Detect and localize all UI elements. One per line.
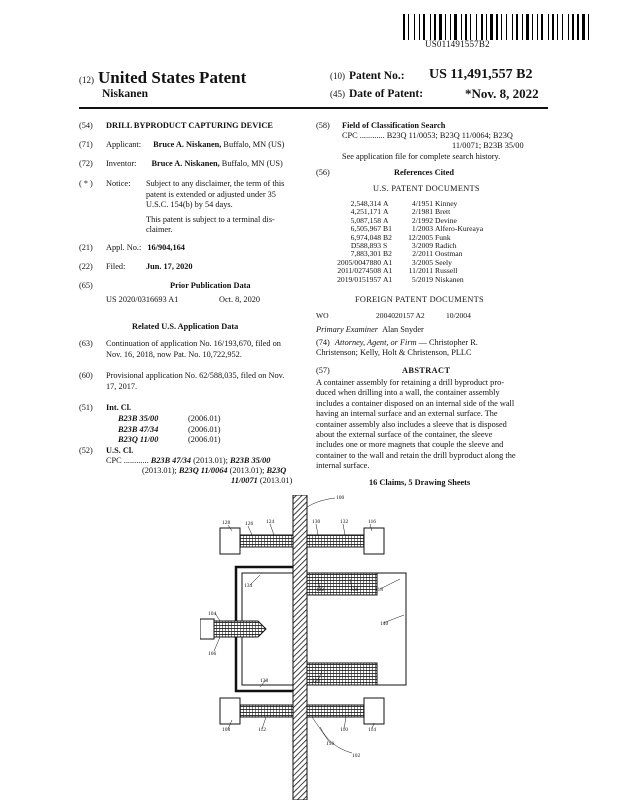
provisional-line: 17, 2017. — [106, 381, 138, 391]
barcode-bar — [468, 14, 469, 40]
abstract-heading: ABSTRACT — [402, 366, 451, 375]
cpc-code: B23Q 11/0064 — [178, 466, 228, 475]
appl-no-row — [106, 243, 185, 254]
ref-numeral: 132 — [340, 519, 349, 525]
barcode-bar — [494, 14, 495, 40]
applicant-name: Bruce A. Niskanen, — [153, 140, 222, 149]
barcode-bar — [484, 14, 485, 40]
date-of-patent-row — [330, 88, 423, 100]
invention-title: DRILL BYPRODUCT CAPTURING DEVICE — [106, 121, 273, 130]
barcode-bar — [548, 14, 549, 40]
attorney-row — [316, 338, 478, 349]
abstract-line: includes a container disposed on an internal side of the wall — [316, 398, 515, 408]
inid-52: (52) — [79, 446, 93, 455]
barcode-bar — [537, 14, 538, 40]
barcode-bar — [530, 14, 531, 40]
inid-72: (72) — [79, 159, 93, 168]
citation-kind: B2 — [383, 249, 392, 259]
citation-number: 2011/0274508 — [337, 266, 381, 276]
inid-code-10: (10) — [330, 71, 345, 81]
citation-number: D588,893 — [350, 241, 381, 251]
ref-numeral: 120 — [312, 678, 321, 684]
int-cl-row — [118, 414, 221, 425]
barcode-bar — [516, 14, 518, 40]
citation-kind: A — [383, 199, 389, 208]
continuation-text — [106, 339, 281, 360]
barcode-bar — [564, 14, 567, 40]
ref-numeral: 136 — [326, 741, 335, 747]
ref-numeral: 138 — [260, 678, 269, 684]
inid-65: (65) — [79, 281, 93, 290]
prior-pub-number: US 2020/0316693 A1 — [106, 295, 179, 304]
barcode-bar — [410, 14, 413, 40]
citation-kind: A — [383, 215, 389, 225]
barcode-bar — [478, 14, 480, 40]
citation-name: Alfero-Kureaya — [435, 224, 484, 234]
ref-numeral: 106 — [208, 651, 217, 657]
barcode-bar — [403, 14, 405, 40]
citation-name: Seely — [435, 257, 452, 267]
barcode-bar — [445, 14, 446, 40]
barcode-bar — [580, 14, 581, 40]
inid-56: (56) — [316, 168, 330, 177]
notice-line: This patent is subject to a terminal dis- — [146, 214, 275, 224]
inid-51: (51) — [79, 403, 93, 412]
citation-kind: S — [383, 241, 388, 251]
inventor-name: Bruce A. Niskanen, — [151, 159, 220, 168]
inventor-row — [106, 159, 283, 170]
barcode-bar — [522, 14, 523, 40]
abstract-line: having an internal surface and an external surface. The — [316, 409, 498, 419]
inid-code-12: (12) — [79, 75, 94, 85]
ref-numeral: 112 — [258, 727, 267, 733]
citation-name: Radich — [435, 241, 457, 251]
citation-date: 1/2003 — [411, 224, 433, 234]
barcode-bar — [421, 14, 422, 40]
barcode-bar — [519, 14, 521, 40]
citation-kind: A — [383, 207, 389, 217]
barcode-bar — [555, 14, 556, 40]
foreign-country: WO — [316, 311, 329, 320]
cpc-line-1 — [106, 456, 270, 467]
citation-date: 12/2005 — [408, 232, 433, 242]
cpc-code: B23Q — [266, 466, 287, 475]
barcode-bar — [430, 14, 431, 40]
barcode-bar — [463, 14, 464, 40]
barcode-bar — [512, 14, 513, 40]
attorney-text: — Christopher R. — [416, 338, 478, 347]
inid-21: (21) — [79, 243, 93, 252]
barcode-bar — [414, 14, 415, 40]
barcode-bar — [481, 14, 483, 40]
citation-name: Niskanen — [435, 274, 464, 284]
citation-kind: B2 — [383, 232, 392, 242]
barcode-bar — [458, 14, 460, 40]
drill-chuck — [200, 619, 214, 639]
int-cl-code: B23B 47/34 — [118, 424, 159, 434]
notice-label: Notice: — [106, 179, 131, 188]
ref-numeral: 110 — [340, 727, 349, 733]
continuation-line: Nov. 16, 2018, now Pat. No. 10,722,952. — [106, 349, 242, 359]
barcode-bar — [577, 14, 579, 40]
citation-number: 6,974,048 — [350, 232, 381, 242]
barcode-bar — [550, 14, 551, 40]
barcode-bar — [568, 14, 569, 40]
notice-line: claimer. — [146, 225, 173, 235]
barcode-bar — [496, 14, 498, 40]
barcode-bar — [499, 14, 500, 40]
barcode-bar — [476, 14, 477, 40]
date-label: Date of Patent: — [349, 88, 424, 100]
cap-top-right — [364, 528, 384, 554]
citation-name: Devine — [435, 215, 457, 225]
barcode-bar — [419, 14, 420, 40]
doc-type: United States Patent — [98, 68, 247, 87]
foreign-docs-heading: FOREIGN PATENT DOCUMENTS — [355, 295, 484, 304]
field-search-note: See application file for complete search history. — [342, 152, 501, 161]
citation-kind: B1 — [383, 224, 392, 234]
prior-pub-heading: Prior Publication Data — [170, 281, 251, 290]
ref-numeral: 100 — [336, 495, 345, 501]
barcode-bar — [534, 14, 536, 40]
ref-numeral: 128 — [222, 520, 231, 526]
provisional-text — [106, 371, 284, 392]
barcode-bar — [408, 14, 409, 40]
barcode-bar — [562, 14, 563, 40]
barcode-bar — [406, 14, 407, 40]
barcode-bar — [472, 14, 475, 40]
citation-number: 2,548,314 — [350, 199, 381, 208]
barcode-bar — [552, 14, 554, 40]
barcode — [403, 14, 603, 40]
cpc-version: (2013.01); — [191, 456, 231, 465]
barcode-bar — [434, 14, 436, 40]
barcode-bar — [501, 14, 502, 40]
citation-number: 4,251,171 — [350, 207, 381, 217]
cpc-code: 11/0071 — [231, 476, 258, 485]
citation-name: Russell — [435, 266, 458, 276]
ref-numeral: 124 — [266, 519, 275, 525]
barcode-bar — [447, 14, 449, 40]
ref-numeral: 122 — [316, 587, 325, 593]
barcode-bar — [541, 14, 543, 40]
cap-bottom-right — [364, 698, 384, 724]
barcode-bar — [557, 14, 558, 40]
inventor-surname: Niskanen — [102, 88, 149, 100]
barcode-bar — [506, 14, 507, 40]
patent-no-label: Patent No.: — [349, 70, 405, 82]
claims-line: 16 Claims, 5 Drawing Sheets — [369, 478, 471, 487]
barcode-bar — [508, 14, 511, 40]
field-search-line: 11/0071; B23B 35/00 — [452, 141, 524, 150]
citation-number: 5,087,158 — [350, 215, 381, 225]
int-cl-list — [118, 414, 221, 446]
inid-74: (74) — [316, 338, 330, 347]
citation-date: 11/2011 — [408, 266, 433, 276]
field-search-line: CPC ............ B23Q 11/0053; B23Q 11/0064; B23Q — [342, 131, 513, 140]
inid-57: (57) — [316, 366, 330, 375]
us-patent-docs-heading: U.S. PATENT DOCUMENTS — [373, 184, 480, 193]
barcode-bar — [454, 14, 457, 40]
barcode-bar — [416, 14, 418, 40]
citation-number: 7,883,301 — [350, 249, 381, 259]
notice-line: Subject to any disclaimer, the term of this — [146, 179, 285, 188]
abstract-body — [316, 378, 516, 472]
barcode-bar — [588, 14, 589, 40]
barcode-bar — [443, 14, 444, 40]
examiner-name: Alan Snyder — [382, 325, 424, 334]
barcode-bar — [488, 14, 489, 40]
inid-60: (60) — [79, 371, 93, 380]
int-cl-version: (2006.01) — [188, 414, 221, 423]
citation-name: Brett — [435, 207, 451, 217]
wall-section — [293, 495, 307, 800]
barcode-bar — [575, 14, 576, 40]
barcode-bar — [470, 14, 471, 40]
examiner-label: Primary Examiner — [316, 325, 378, 334]
inid-22: (22) — [79, 262, 93, 271]
barcode-bar — [423, 14, 425, 40]
citation-name: Kinney — [435, 199, 458, 208]
ref-numeral: 118 — [375, 587, 384, 593]
barcode-bar — [503, 14, 505, 40]
applicant-location: Buffalo, MN (US) — [221, 140, 285, 149]
barcode-bar — [439, 14, 442, 40]
notice-line: patent is extended or adjusted under 35 — [146, 189, 276, 199]
applicant-label: Applicant: — [106, 140, 142, 149]
citation-kind: A1 — [383, 274, 393, 284]
barcode-bar — [490, 14, 493, 40]
barcode-number: US011491557B2 — [425, 39, 490, 49]
citation-number: 2019/0151957 — [337, 274, 381, 284]
barcode-bar — [586, 14, 587, 40]
ref-numeral: 134 — [244, 583, 253, 589]
int-cl-row — [118, 435, 221, 446]
abstract-line: internal surface. — [316, 461, 370, 471]
citation-kind: A1 — [383, 266, 393, 276]
barcode-bar — [461, 14, 462, 40]
cpc-code: B23B 47/34 — [150, 456, 192, 465]
barcode-bar — [524, 14, 525, 40]
attorney-label: Attorney, Agent, or Firm — [334, 338, 417, 347]
barcode-bar — [544, 14, 547, 40]
abstract-line: includes one or more magnets that couple the sleeve and — [316, 440, 504, 450]
int-cl-code: B23Q 11/00 — [118, 435, 159, 445]
citation-date: 3/2005 — [411, 257, 433, 267]
barcode-bar — [437, 14, 438, 40]
citation-row — [333, 276, 507, 284]
barcode-bar — [539, 14, 540, 40]
barcode-bar — [559, 14, 561, 40]
int-cl-label: Int. Cl. — [106, 403, 132, 412]
int-cl-version: (2006.01) — [188, 424, 221, 434]
abstract-line: duced when drilling into a wall, the container assembly — [316, 388, 500, 398]
citation-kind: A1 — [383, 257, 393, 267]
inid-54: (54) — [79, 121, 93, 130]
citation-date: 3/2009 — [411, 241, 433, 251]
patent-number: US 11,491,557 B2 — [429, 67, 533, 82]
inid-code-45: (45) — [330, 89, 345, 99]
barcode-bar — [426, 14, 429, 40]
ref-numeral: 114 — [368, 727, 377, 733]
ref-numeral: 130 — [312, 519, 321, 525]
inventor-location: Buffalo, MN (US) — [219, 159, 283, 168]
barcode-bar — [465, 14, 467, 40]
ref-numeral: 102 — [352, 753, 361, 759]
applicant-row — [106, 140, 284, 151]
cpc-version: (2013.01); — [142, 466, 179, 475]
us-cl-label: U.S. Cl. — [106, 446, 134, 455]
ref-numeral: 126 — [245, 521, 254, 527]
abstract-line: about the external surface of the container, the sleeve — [316, 430, 493, 440]
inid-71: (71) — [79, 140, 93, 149]
inid-63: (63) — [79, 339, 93, 348]
barcode-bar — [582, 14, 585, 40]
ref-numeral: 108 — [222, 727, 231, 733]
representative-drawing — [200, 495, 440, 800]
cap-top-left — [220, 528, 240, 554]
date-of-patent: *Nov. 8, 2022 — [465, 86, 539, 101]
attorney-line-2: Christenson; Kelly, Holt & Christenson, PLLC — [316, 348, 472, 357]
foreign-doc-number: 2004020157 A2 — [376, 311, 425, 320]
int-cl-version: (2006.01) — [188, 435, 221, 445]
continuation-line: Continuation of application No. 16/193,670, filed on — [106, 339, 281, 348]
cpc-prefix: CPC ............ — [106, 456, 149, 465]
abstract-line: container assembly also includes a sleeve that is disposed — [316, 419, 507, 429]
citation-name: Funk — [435, 232, 451, 242]
cpc-line-3 — [231, 476, 292, 487]
related-app-heading: Related U.S. Application Data — [132, 322, 239, 331]
appl-no-label: Appl. No.: — [106, 243, 142, 252]
foreign-doc-row — [316, 311, 471, 320]
citation-name: Oostman — [435, 249, 463, 259]
int-cl-code: B23B 35/00 — [118, 414, 159, 423]
barcode-bar — [432, 14, 433, 40]
us-patent-docs-table — [333, 200, 507, 284]
prior-pub-date: Oct. 8, 2020 — [219, 295, 261, 304]
barcode-bar — [570, 14, 571, 40]
barcode-bar — [486, 14, 487, 40]
ref-numeral: 136 — [350, 587, 359, 593]
notice-line: U.S.C. 154(b) by 54 days. — [146, 200, 233, 210]
citation-table — [333, 200, 507, 284]
foreign-doc-date: 10/2004 — [446, 311, 471, 320]
barcode-bar — [450, 14, 451, 40]
citation-date: 2/2011 — [412, 249, 433, 259]
ref-numeral: 116 — [368, 519, 377, 525]
filed-date: Jun. 17, 2020 — [146, 262, 193, 271]
header-divider — [79, 107, 548, 109]
cap-bottom-left — [220, 698, 240, 724]
barcode-bar — [532, 14, 533, 40]
inid-notice: ( * ) — [79, 179, 93, 188]
cpc-code: B23B 35/00 — [230, 456, 271, 465]
filed-label: Filed: — [106, 262, 126, 271]
citation-date: 2/1992 — [411, 215, 433, 225]
citation-date: 2/1981 — [411, 207, 433, 217]
cpc-version: (2013.01); — [227, 466, 267, 475]
refs-cited-heading: References Cited — [394, 168, 454, 177]
examiner-row — [316, 325, 424, 336]
barcode-bar — [452, 14, 453, 40]
patent-number-row — [330, 70, 405, 82]
ref-numeral: 140 — [380, 621, 389, 627]
field-search-heading: Field of Classification Search — [342, 121, 446, 130]
inventor-label: Inventor: — [106, 159, 137, 168]
cpc-line-2 — [142, 466, 286, 477]
barcode-bar — [514, 14, 515, 40]
notice-text — [146, 179, 284, 236]
citation-number: 2005/0047880 — [337, 257, 381, 267]
citation-number: 6,505,967 — [350, 224, 381, 234]
abstract-line: container to the wall and retain the drill byproduct along the — [316, 450, 516, 460]
citation-date: 5/2019 — [411, 274, 433, 284]
citation-date: 4/1951 — [411, 199, 433, 208]
int-cl-row — [118, 425, 221, 436]
abstract-line: A container assembly for retaining a drill byproduct pro- — [316, 378, 505, 387]
inid-58: (58) — [316, 121, 330, 130]
cpc-version: (2013.01) — [257, 476, 293, 485]
appl-no: 16/904,164 — [147, 243, 185, 252]
barcode-bar — [572, 14, 574, 40]
barcode-bar — [526, 14, 529, 40]
doc-type-heading — [79, 68, 246, 88]
provisional-line: Provisional application No. 62/588,035, filed on Nov. — [106, 371, 285, 380]
ref-numeral: 104 — [208, 611, 217, 617]
